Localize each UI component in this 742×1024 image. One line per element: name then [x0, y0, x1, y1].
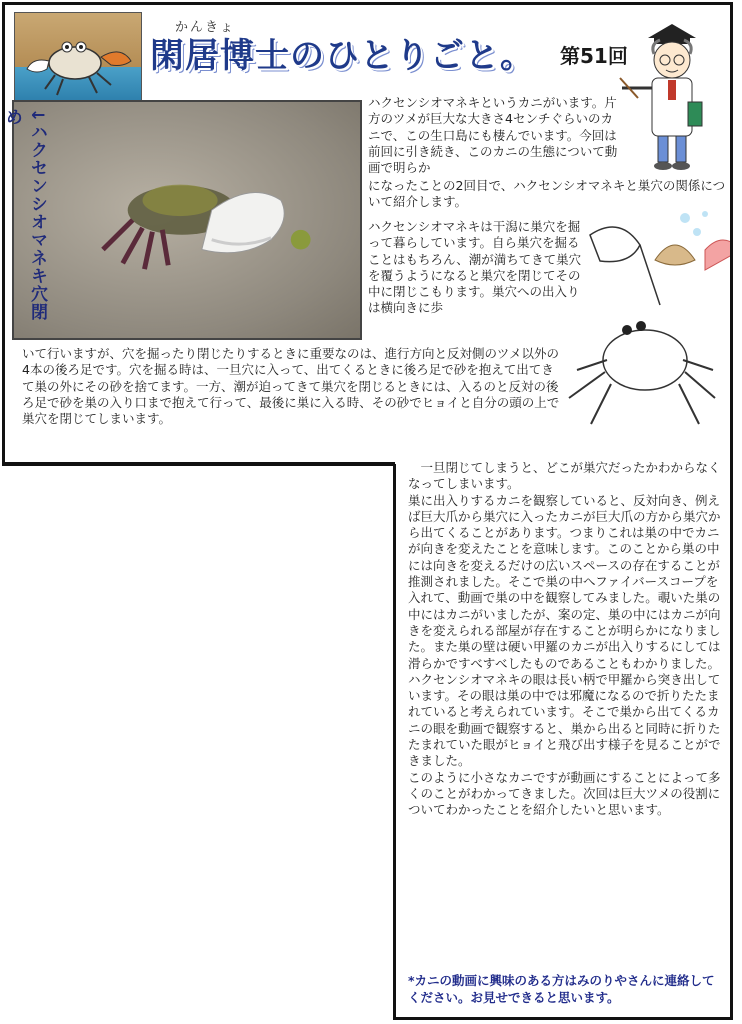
- professor-illustration: [618, 18, 726, 178]
- article-paragraph-2: ハクセンシオマネキは干潟に巣穴を掘って暮らしています。自ら巣穴を掘ることはもちろん、潮が満ちてきて巣穴を覆うようになると巣穴を閉じてその中に閉じこもります。巣穴への出入りは横向きに歩: [368, 219, 582, 316]
- header-crab-illustration: [14, 12, 142, 104]
- article-paragraph-1: ハクセンシオマネキというカニがいます。片方のツメが巨大な大きさ4センチぐらいのカニで、この生口島にも棲んでいます。今回は前回に引き続き、このカニの生態について動画で明らか: [368, 95, 618, 176]
- article-paragraph-3: いて行いますが、穴を掘ったり閉じたりするときに重要なのは、進行方向と反対側のツメ以外の4本の後ろ足です。穴を掘る時は、一旦穴に入って、出てくるときに後ろ足で砂を抱えて出てきて巣の外にその砂を捨てます。一方、潮が迫ってきて巣穴を閉じるときには、入るのと反対の後ろ足で砂を巣の入り口まで抱えて行って、最後に巣に入る時、その砂でヒョイと自分の頭の上で巣穴を閉じてしまいます。: [22, 346, 560, 427]
- right-column: [408, 460, 726, 819]
- crab-photo: [2, 100, 362, 340]
- page-title: 閑居博士のひとりごと。: [150, 36, 535, 76]
- episode-number: 第51回: [560, 44, 628, 68]
- photo-caption: ↓ハクセンシオマネキ穴閉め: [2, 108, 47, 322]
- contact-note: *カニの動画に興味のある方はみのりやさんに連絡してください。お見せできると思います。: [408, 973, 715, 1005]
- article-paragraph-6: ハクセンシオマネキの眼は長い柄で甲羅から突き出しています。その眼は巣の中では邪魔になるので折りたたまれていると考えられています。そこで巣から出てくるカニの眼を動画で観察すると、巣から出ると同時に折りたたまれていた眼がヒョイと飛び出す様子を見ることができました。: [408, 671, 721, 769]
- article-paragraph-1-continued: になったことの2回目で、ハクセンシオマネキと巣穴の関係について紹介します。: [368, 178, 726, 210]
- article-paragraph-4: 一旦閉じてしまうと、どこが巣穴だったかわからなくなってしまいます。: [408, 460, 721, 492]
- page-frame-step: [2, 462, 395, 466]
- article-paragraph-7: このように小さなカニですが動画にすることによって多くのことがわかってきました。次回は巨大ツメの役割についてわかったことを紹介したいと思います。: [408, 769, 721, 818]
- article-paragraph-5: 巣に出入りするカニを観察していると、反対向き、例えば巨大爪から巣穴に入ったカニが巨大爪の方から巣穴から出てくることがあります。つまりこれは巣の中でカニが向きを変えたことを意味します。このことから巣の中には向きを変えるだけの広いスペースの存在することが推測されました。そこで巣の中へファイバースコープを入れて、動画で巣の中を観察してみました。覗いた巣の中にはカニがいましたが、案の定、巣の中にはカニが向きを変えられる部屋が存在することが明らかになりました。また巣の壁は硬い甲羅のカニが出入りするにしては滑らかですべすべしたものであることもわかりました。: [408, 492, 721, 671]
- crab-drawing: [555, 200, 730, 450]
- title-ruby: かんきょ: [175, 20, 236, 35]
